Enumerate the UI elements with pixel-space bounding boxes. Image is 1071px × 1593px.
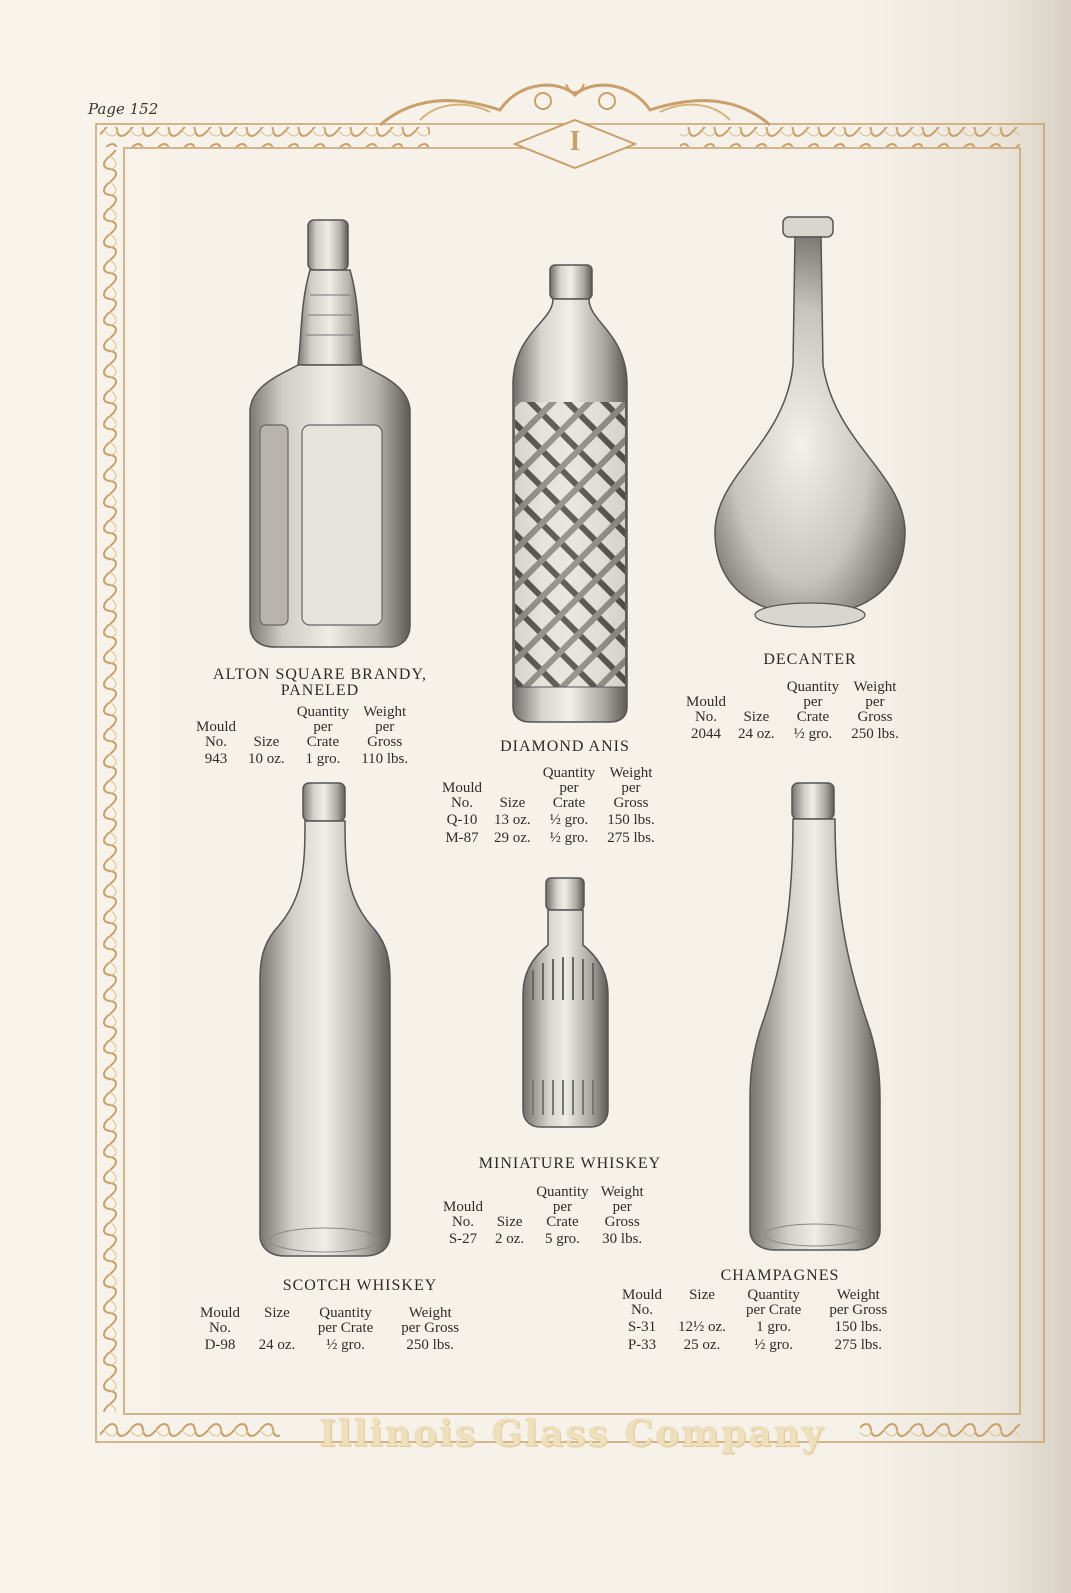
table-row: 943 10 oz. 1 gro. 110 lbs. (204, 751, 409, 767)
col-qty: Quantity per Crate (296, 704, 350, 750)
col-weight: Weight per Gross (600, 1184, 644, 1230)
col-size: Size (499, 795, 526, 811)
table-row: 2044 24 oz. ½ gro. 250 lbs. (691, 726, 899, 742)
col-size: Size (689, 1287, 715, 1303)
item-title-diamond-anis: DIAMOND ANIS (500, 738, 630, 755)
col-qty: Quantity per Crate (317, 1305, 374, 1336)
col-weight: Weight per Gross (363, 704, 407, 750)
alton-square-brandy-bottle (240, 215, 420, 655)
col-size: Size (743, 709, 770, 725)
alton-title-line1: ALTON SQUARE BRANDY, (213, 666, 427, 683)
col-qty: Quantity per Crate (536, 1184, 589, 1230)
spec-table-decanter (680, 680, 905, 743)
spec-table-scotch-whiskey (190, 1306, 473, 1354)
table-row: S-31 12½ oz. 1 gro. 150 lbs. (627, 1319, 883, 1335)
spec-table-champagnes (612, 1288, 901, 1354)
spec-table-miniature-whiskey (437, 1185, 650, 1248)
table-row: P-33 25 oz. ½ gro. 275 lbs. (627, 1337, 883, 1353)
table-row: M-87 29 oz. ½ gro. 275 lbs. (445, 830, 655, 846)
col-mould: Mould No. (622, 1287, 663, 1318)
col-qty: Quantity per Crate (745, 1287, 802, 1318)
col-mould: Mould No. (443, 1199, 484, 1230)
decanter-bottle (705, 215, 915, 635)
spec-table-diamond-anis (436, 766, 661, 847)
alton-title-line2: PANELED (280, 682, 360, 699)
col-size: Size (496, 1214, 523, 1230)
col-mould: Mould No. (200, 1305, 241, 1336)
diamond-anis-bottle (505, 262, 635, 724)
scotch-whiskey-bottle (255, 780, 395, 1260)
item-title-decanter: DECANTER (763, 651, 857, 668)
emblem-letter: I (569, 126, 581, 157)
champagne-bottle (745, 780, 885, 1255)
col-weight: Weight per Gross (853, 679, 897, 725)
item-title-scotch-whiskey: SCOTCH WHISKEY (282, 1277, 438, 1294)
spec-table-alton (190, 705, 414, 768)
item-title-champagnes: CHAMPAGNES (720, 1267, 840, 1284)
col-mould: Mould No. (442, 780, 483, 811)
col-size: Size (253, 734, 280, 750)
col-qty: Quantity per Crate (786, 679, 840, 725)
brand-wordmark: Illinois Glass Company (319, 1413, 825, 1455)
col-weight: Weight per Gross (401, 1305, 460, 1336)
table-row: S-27 2 oz. 5 gro. 30 lbs. (448, 1231, 643, 1247)
col-weight: Weight per Gross (829, 1287, 888, 1318)
table-row: D-98 24 oz. ½ gro. 250 lbs. (204, 1337, 454, 1353)
col-qty: Quantity per Crate (542, 765, 596, 811)
col-mould: Mould No. (196, 719, 237, 750)
page-number: Page 152 (88, 100, 159, 118)
col-mould: Mould No. (686, 694, 727, 725)
col-size: Size (264, 1305, 290, 1321)
miniature-whiskey-bottle (518, 875, 613, 1130)
col-weight: Weight per Gross (609, 765, 653, 811)
item-title-miniature-whiskey: MINIATURE WHISKEY (478, 1155, 662, 1172)
table-row: Q-10 13 oz. ½ gro. 150 lbs. (446, 812, 655, 828)
item-title-alton (200, 667, 440, 699)
